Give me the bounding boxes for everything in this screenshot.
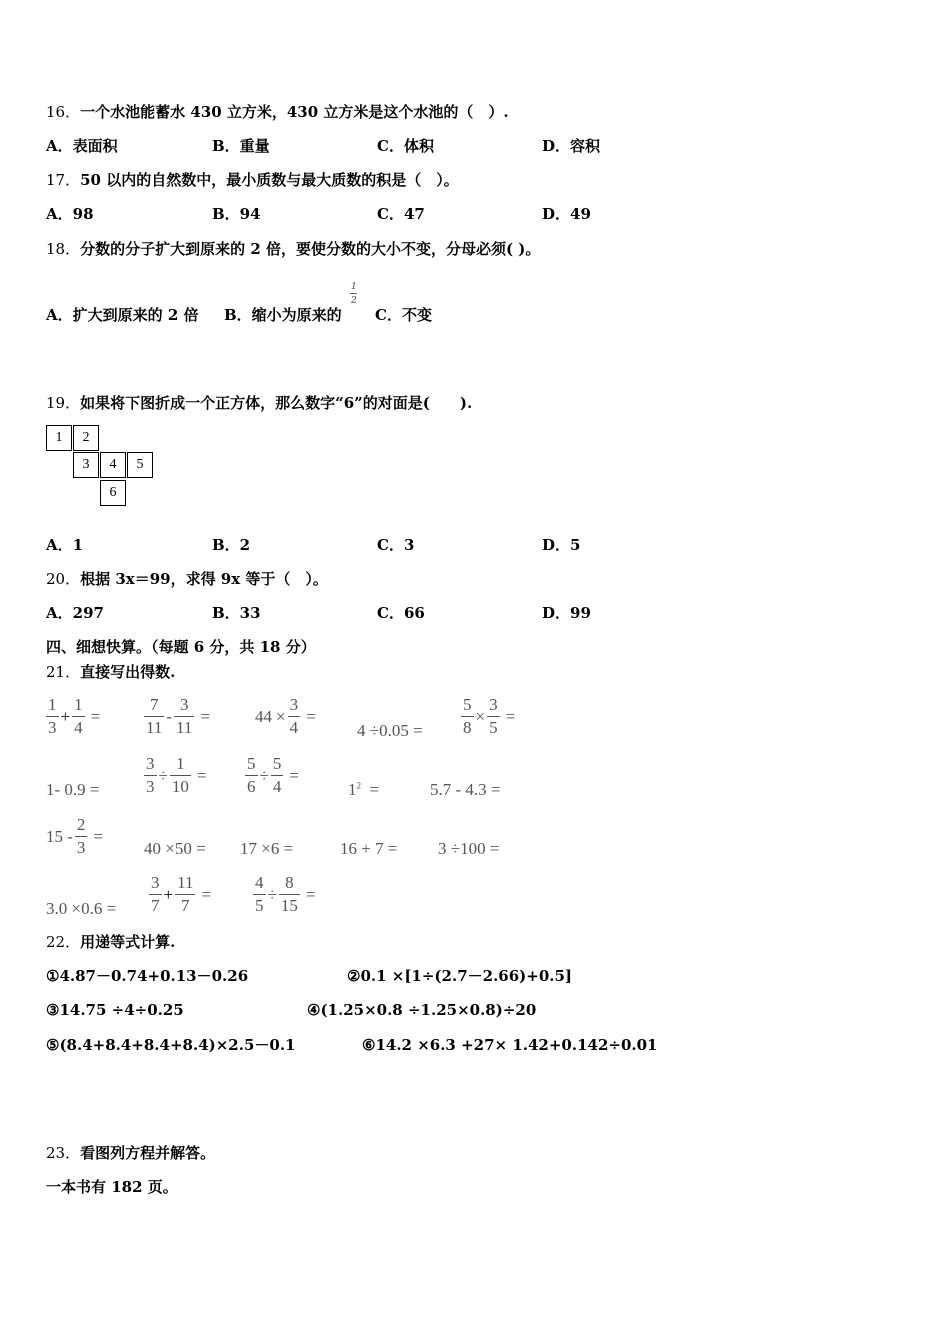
q23-text: 看图列方程并解答。 — [80, 1144, 216, 1162]
numerator: 2 — [75, 814, 88, 837]
operator: × — [276, 706, 286, 726]
denominator: 5 — [489, 718, 498, 737]
q18-option-a: A．扩大到原来的 2 倍 — [46, 306, 199, 324]
q22-item-4: ④(1.25×0.8 ÷1.25×0.8)÷20 — [307, 1001, 537, 1019]
calc-r1-e3 — [253, 694, 316, 739]
calc-r3-e2: 40 ×50 = — [144, 839, 206, 858]
q18-number: 18． — [46, 240, 81, 258]
calc-r2-e3 — [245, 753, 299, 798]
q20-option-d: D．99 — [542, 604, 591, 622]
q16-text: 一个水池能蓄水 430 立方米，430 立方米是这个水池的（ ）. — [80, 103, 509, 121]
denominator: 7 — [151, 896, 160, 915]
numerator: 3 — [288, 694, 301, 717]
denominator: 11 — [176, 718, 193, 737]
calc-r4-e3 — [253, 872, 315, 917]
q22-item-3: ③14.75 ÷4÷0.25 — [46, 1001, 184, 1019]
equals: = — [201, 884, 212, 904]
denominator: 5 — [255, 896, 264, 915]
q17-number: 17． — [46, 171, 81, 189]
q21-stem — [46, 662, 175, 682]
calc-r1-e2 — [144, 694, 210, 739]
numerator: 5 — [245, 753, 258, 776]
q19-option-a: A．1 — [46, 536, 84, 554]
q23-stem — [46, 1143, 215, 1163]
base: 1 — [348, 780, 357, 799]
calc-r3-e5: 3 ÷100 = — [438, 839, 500, 858]
equals: = — [306, 706, 316, 726]
numerator: 11 — [175, 872, 195, 895]
q18-stem — [46, 239, 540, 259]
denominator: 15 — [280, 896, 298, 915]
denominator: 8 — [463, 718, 472, 737]
q22-item-5: ⑤(8.4+8.4+8.4+8.4)×2.5－0.1 — [46, 1036, 296, 1054]
equals: = — [505, 706, 516, 726]
q16-option-a: A．表面积 — [46, 137, 118, 155]
net-cell-6: 6 — [100, 480, 126, 506]
exponent: 2 — [356, 780, 361, 791]
operand: 15 - — [46, 826, 73, 846]
q19-option-d: D．5 — [542, 536, 581, 554]
section-4-heading: 四、细想快算。（每题 6 分，共 18 分） — [46, 638, 316, 656]
q20-text: 根据 3x＝99，求得 9x 等于（ ）。 — [80, 570, 328, 588]
q19-text: 如果将下图折成一个正方体，那么数字“6”的对面是( ). — [80, 394, 473, 412]
q19-option-b: B．2 — [212, 536, 251, 554]
q23-line-2: 一本书有 182 页。 — [46, 1178, 178, 1196]
equals: = — [200, 706, 211, 726]
denominator: 3 — [48, 718, 57, 737]
denominator: 4 — [272, 777, 282, 796]
operand: 44 — [255, 706, 272, 726]
denominator: 3 — [76, 838, 86, 857]
numerator: 4 — [253, 872, 266, 895]
operator: + — [163, 884, 174, 904]
numerator: 1 — [72, 694, 85, 717]
calc-r2-e1: 1- 0.9 = — [46, 780, 100, 799]
net-cell-5: 5 — [127, 452, 153, 478]
q17-option-a: A．98 — [46, 205, 94, 223]
q21-number: 21． — [46, 663, 81, 681]
q16-option-d: D．容积 — [542, 137, 601, 155]
q19-stem — [46, 393, 472, 413]
numerator: 7 — [144, 694, 164, 717]
denominator: 3 — [146, 777, 155, 796]
equals: = — [305, 884, 316, 904]
equals: = — [93, 826, 104, 846]
q18-frac-numerator: 1 — [351, 282, 357, 292]
calc-r3-e1 — [46, 814, 103, 859]
q20-stem — [46, 569, 328, 589]
equals: = — [196, 765, 207, 785]
q22-item-2: ②0.1 ×[1÷(2.7－2.66)+0.5] — [347, 967, 573, 985]
q17-option-b: B．94 — [212, 205, 261, 223]
q20-option-a: A．297 — [46, 604, 104, 622]
q22-text: 用递等式计算. — [80, 933, 176, 951]
denominator: 4 — [74, 718, 83, 737]
q20-option-b: B．33 — [212, 604, 261, 622]
denominator: 10 — [171, 777, 189, 796]
q16-option-b: B．重量 — [212, 137, 270, 155]
calc-r1-e4: 4 ÷0.05 = — [357, 721, 423, 740]
denominator: 4 — [289, 718, 299, 737]
q18-text: 分数的分子扩大到原来的 2 倍，要使分数的大小不变，分母必须( )。 — [80, 240, 541, 258]
denominator: 6 — [247, 777, 256, 796]
calc-r2-e5: 5.7 - 4.3 = — [430, 780, 501, 799]
numerator: 5 — [461, 694, 474, 717]
numerator: 3 — [487, 694, 500, 717]
calc-r1-e5 — [461, 694, 515, 739]
q18-option-b: B．缩小为原来的 — [224, 306, 342, 324]
equals: = — [369, 780, 380, 799]
equals: = — [90, 706, 101, 726]
q22-number: 22． — [46, 933, 81, 951]
q16-stem — [46, 102, 509, 122]
operator: - — [166, 706, 173, 726]
q18-option-c: C．不变 — [375, 306, 432, 324]
numerator: 5 — [271, 753, 284, 776]
calc-r2-e4 — [348, 780, 379, 800]
q16-option-c: C．体积 — [377, 137, 434, 155]
operator: × — [475, 706, 486, 726]
numerator: 3 — [149, 872, 162, 895]
calc-r4-e1: 3.0 ×0.6 = — [46, 899, 117, 918]
q16-number: 16． — [46, 103, 81, 121]
calc-r3-e3: 17 ×6 = — [240, 839, 294, 858]
calc-r3-e4: 16 + 7 = — [340, 839, 398, 858]
q20-option-c: C．66 — [377, 604, 425, 622]
net-cell-4: 4 — [100, 452, 126, 478]
q21-text: 直接写出得数. — [80, 663, 176, 681]
operator: ÷ — [259, 765, 269, 785]
net-cell-2: 2 — [73, 425, 99, 451]
operator: + — [60, 706, 71, 726]
q17-option-c: C．47 — [377, 205, 425, 223]
numerator: 3 — [144, 753, 157, 776]
numerator: 1 — [170, 753, 191, 776]
calc-r2-e2 — [144, 753, 206, 798]
net-cell-3: 3 — [73, 452, 99, 478]
q22-item-6: ⑥14.2 ×6.3 +27× 1.42+0.142÷0.01 — [362, 1036, 658, 1054]
q18-frac-denominator: 2 — [351, 296, 357, 306]
q20-number: 20． — [46, 570, 81, 588]
q23-number: 23． — [46, 1144, 81, 1162]
net-cell-1: 1 — [46, 425, 72, 451]
operator: ÷ — [158, 765, 168, 785]
q17-text: 50 以内的自然数中，最小质数与最大质数的积是（ ）。 — [80, 171, 459, 189]
denominator: 7 — [181, 896, 190, 915]
calc-r4-e2 — [149, 872, 211, 917]
q18-frac-bar — [350, 293, 357, 294]
q19-number: 19． — [46, 394, 81, 412]
q17-stem — [46, 170, 459, 190]
q22-item-1: ①4.87－0.74+0.13－0.26 — [46, 967, 249, 985]
q17-option-d: D．49 — [542, 205, 591, 223]
calc-r1-e1 — [46, 694, 100, 739]
denominator: 11 — [146, 718, 163, 737]
numerator: 8 — [279, 872, 300, 895]
numerator: 3 — [174, 694, 194, 717]
numerator: 1 — [46, 694, 59, 717]
equals: = — [289, 765, 299, 785]
operator: ÷ — [267, 884, 277, 904]
q19-option-c: C．3 — [377, 536, 415, 554]
q22-stem — [46, 932, 175, 952]
